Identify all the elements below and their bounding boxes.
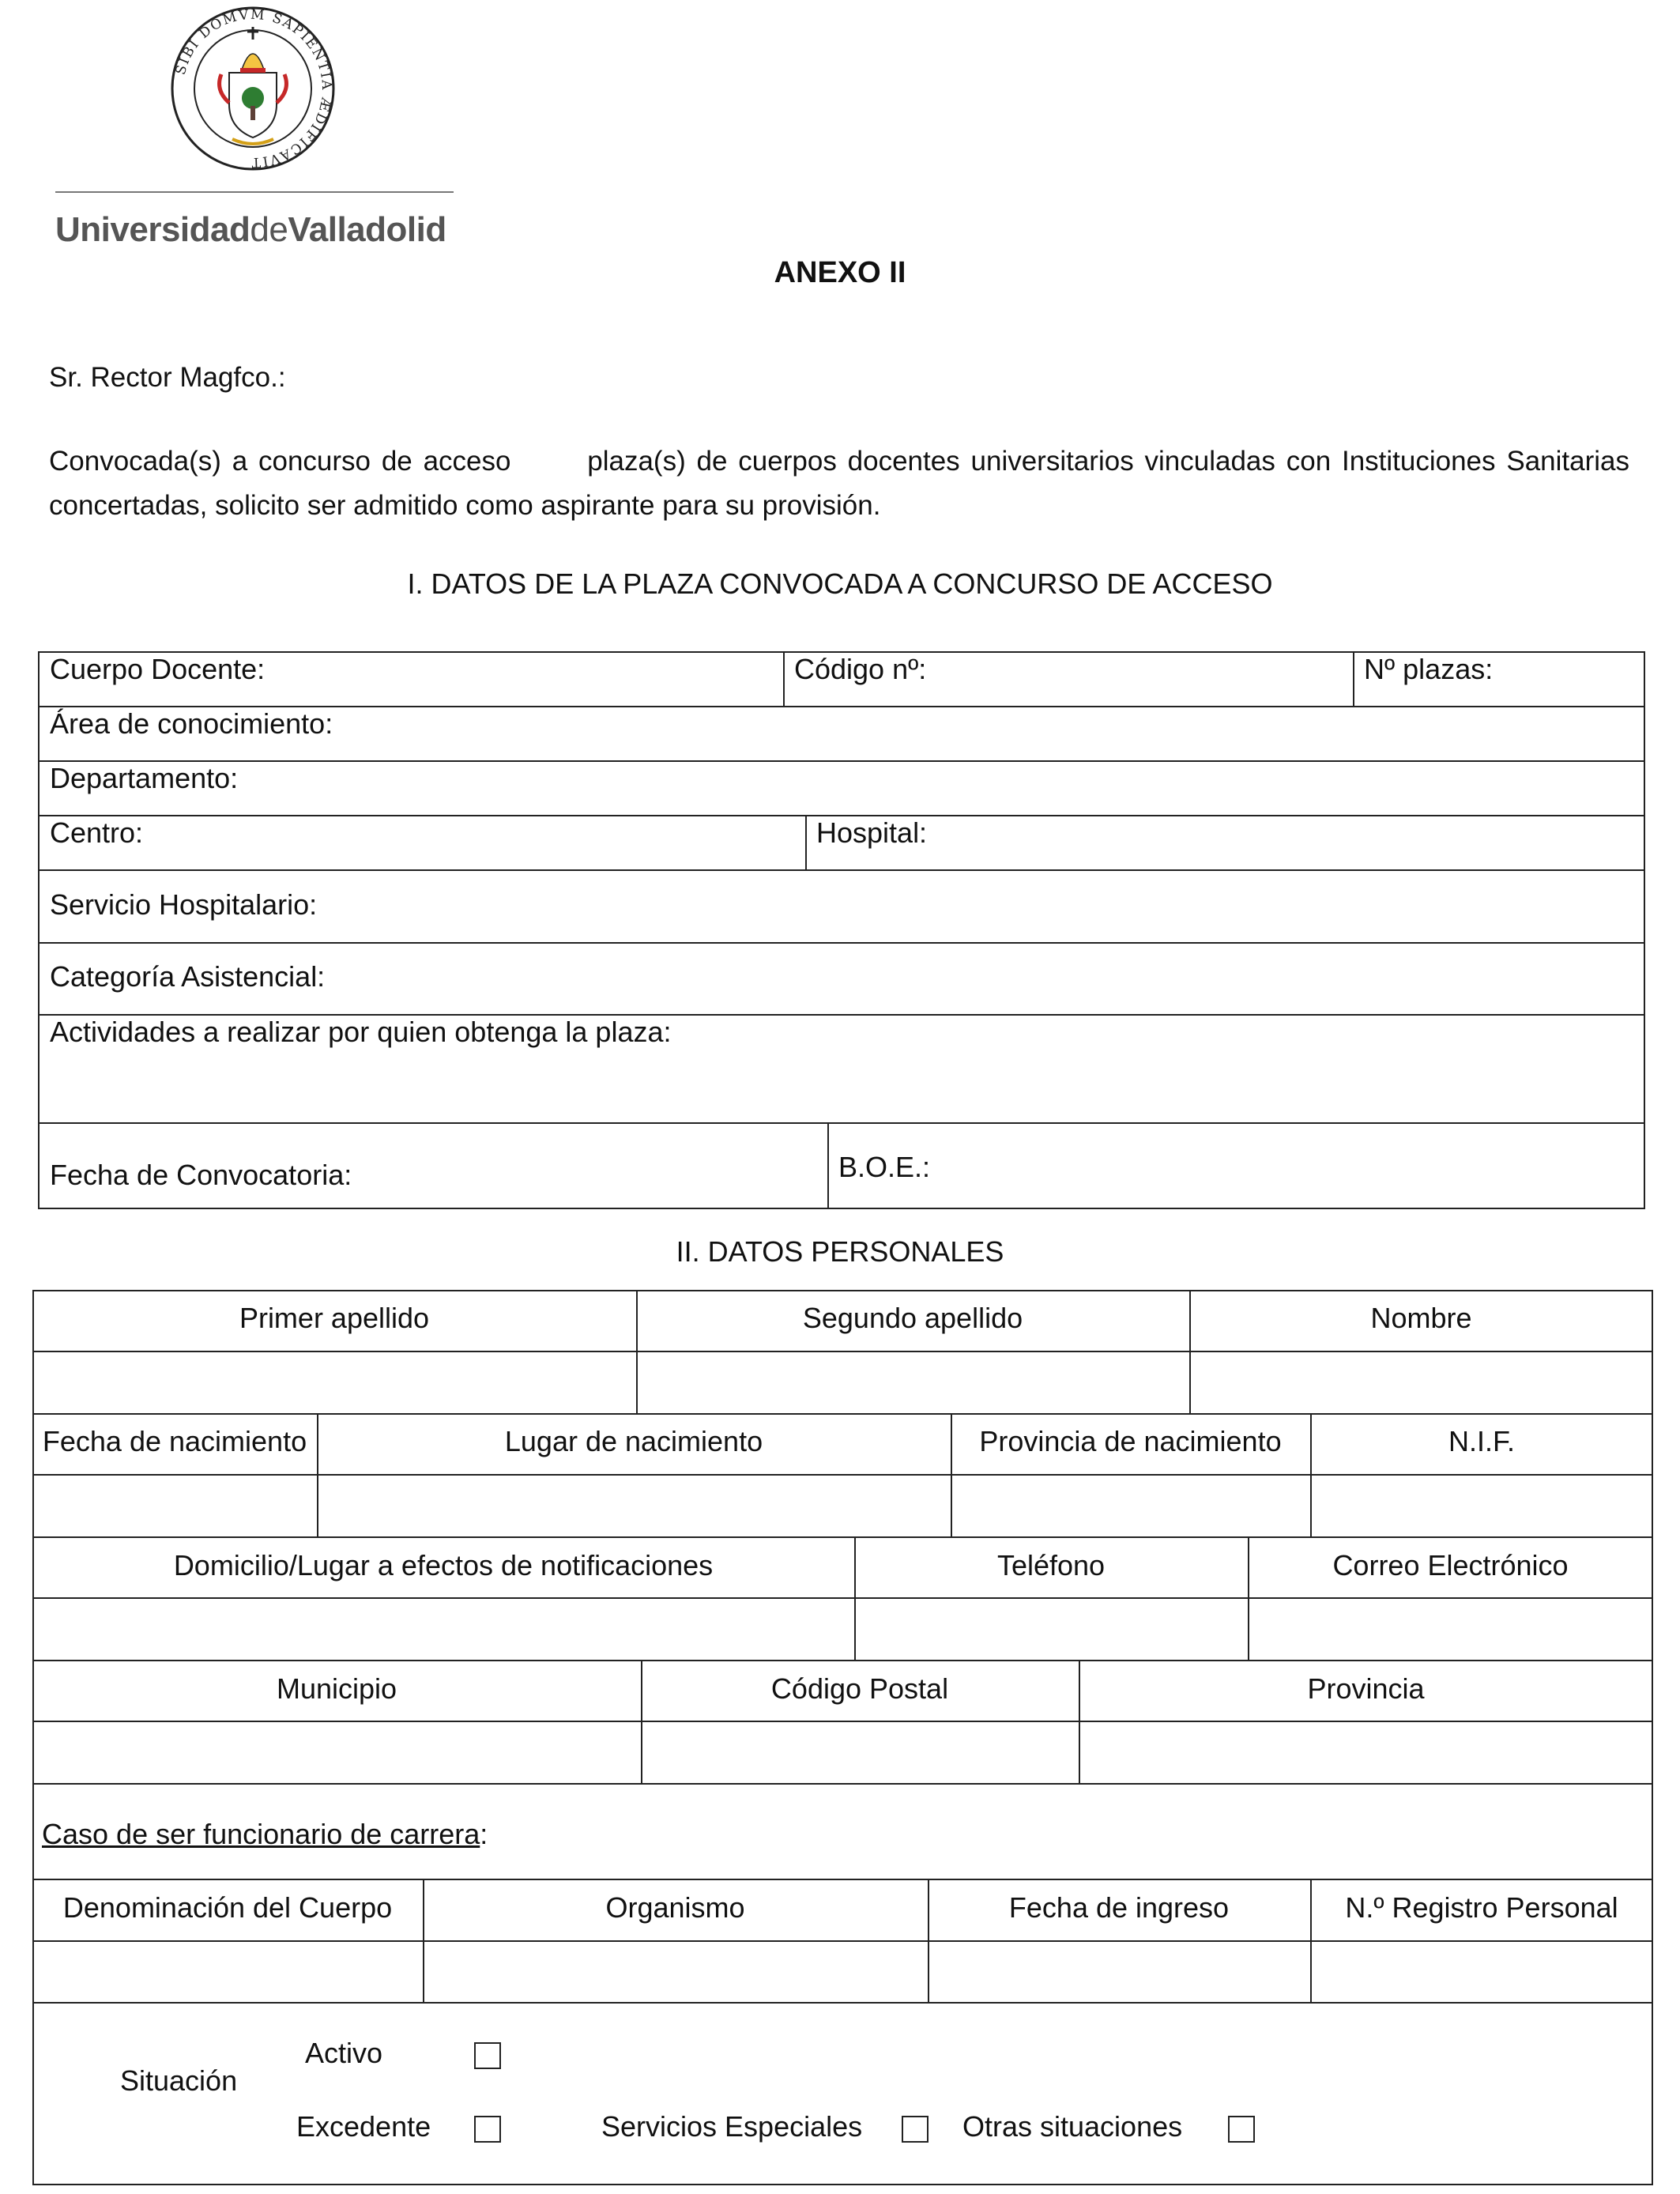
fecha-ingreso-input[interactable] <box>929 1942 1310 2002</box>
funcionario-label: Caso de ser funcionario de carrera: <box>42 1818 488 1850</box>
servicios-especiales-checkbox[interactable] <box>902 2116 929 2143</box>
nif-header: N.I.F. <box>1448 1425 1515 1457</box>
segundo-apellido-input[interactable] <box>638 1352 1189 1413</box>
header-rule <box>55 191 454 193</box>
lugar-nacimiento-header: Lugar de nacimiento <box>504 1425 763 1457</box>
document-title: ANEXO II <box>774 256 906 289</box>
domicilio-input[interactable] <box>34 1599 854 1660</box>
section-1-title: I. DATOS DE LA PLAZA CONVOCADA A CONCURSO DE ACCESO <box>407 567 1273 600</box>
university-name: UniversidaddeValladolid <box>55 210 446 249</box>
segundo-apellido-header: Segundo apellido <box>802 1302 1023 1334</box>
correo-input[interactable] <box>1249 1599 1652 1660</box>
organismo-header: Organismo <box>605 1891 745 1924</box>
n-plazas-field[interactable]: Nº plazas: <box>1364 653 1494 685</box>
area-conocimiento-field[interactable]: Área de conocimiento: <box>50 707 333 740</box>
municipio-header: Municipio <box>276 1672 397 1705</box>
cuerpo-docente-field[interactable]: Cuerpo Docente: <box>50 653 266 685</box>
otras-situaciones-checkbox[interactable] <box>1228 2116 1255 2143</box>
denominacion-cuerpo-header: Denominación del Cuerpo <box>62 1891 393 1924</box>
domicilio-header: Domicilio/Lugar a efectos de notificaciones <box>173 1549 714 1581</box>
codigo-postal-input[interactable] <box>642 1722 1079 1783</box>
activo-checkbox[interactable] <box>474 2042 501 2069</box>
registro-personal-input[interactable] <box>1312 1942 1652 2002</box>
codigo-field[interactable]: Código nº: <box>794 653 927 685</box>
boe-field[interactable]: B.O.E.: <box>838 1151 931 1183</box>
organismo-input[interactable] <box>424 1942 928 2002</box>
centro-field[interactable]: Centro: <box>50 816 144 849</box>
telefono-input[interactable] <box>856 1599 1248 1660</box>
nombre-input[interactable] <box>1191 1352 1652 1413</box>
provincia-nacimiento-header: Provincia de nacimiento <box>979 1425 1282 1457</box>
fecha-ingreso-header: Fecha de ingreso <box>1008 1891 1230 1924</box>
primer-apellido-header: Primer apellido <box>239 1302 430 1334</box>
excedente-label: Excedente <box>296 2110 431 2143</box>
servicios-especiales-label: Servicios Especiales <box>601 2110 863 2143</box>
fecha-nacimiento-input[interactable] <box>34 1476 317 1536</box>
primer-apellido-input[interactable] <box>34 1352 636 1413</box>
salutation: Sr. Rector Magfco.: <box>49 362 286 393</box>
provincia-header: Provincia <box>1307 1672 1425 1705</box>
otras-situaciones-label: Otras situaciones <box>962 2110 1183 2143</box>
intro-paragraph: Convocada(s) a concurso de acceso plaza(s) de cuerpos docentes universitarios vinculadas con Instituciones Sanitarias concertadas, solicito ser admitido como aspirante para su provisión. <box>49 446 1637 521</box>
svg-text:SIBI DOMVM SAPIENTIA ÆDIFICAVI: SIBI DOMVM SAPIENTIA ÆDIFICAVIT <box>172 6 335 171</box>
section-2-title: II. DATOS PERSONALES <box>676 1235 1004 1268</box>
provincia-nacimiento-input[interactable] <box>952 1476 1310 1536</box>
actividades-field[interactable]: Actividades a realizar por quien obtenga la plaza: <box>50 1016 672 1048</box>
situacion-label: Situación <box>120 2064 238 2097</box>
categoria-asistencial-field[interactable]: Categoría Asistencial: <box>50 960 326 993</box>
municipio-input[interactable] <box>34 1722 641 1783</box>
registro-personal-header: N.º Registro Personal <box>1345 1891 1618 1924</box>
provincia-input[interactable] <box>1080 1722 1652 1783</box>
hospital-field[interactable]: Hospital: <box>816 816 928 849</box>
fecha-nacimiento-header: Fecha de nacimiento <box>42 1425 307 1457</box>
university-seal-logo <box>169 5 337 172</box>
fecha-convocatoria-field[interactable]: Fecha de Convocatoria: <box>50 1159 352 1191</box>
lugar-nacimiento-input[interactable] <box>318 1476 951 1536</box>
activo-label: Activo <box>305 2037 383 2069</box>
denominacion-cuerpo-input[interactable] <box>34 1942 423 2002</box>
servicio-hospitalario-field[interactable]: Servicio Hospitalario: <box>50 888 318 921</box>
nif-input[interactable] <box>1312 1476 1652 1536</box>
codigo-postal-header: Código Postal <box>770 1672 949 1705</box>
departamento-field[interactable]: Departamento: <box>50 762 239 794</box>
correo-header: Correo Electrónico <box>1332 1549 1569 1581</box>
nombre-header: Nombre <box>1370 1302 1472 1334</box>
telefono-header: Teléfono <box>996 1549 1106 1581</box>
excedente-checkbox[interactable] <box>474 2116 501 2143</box>
